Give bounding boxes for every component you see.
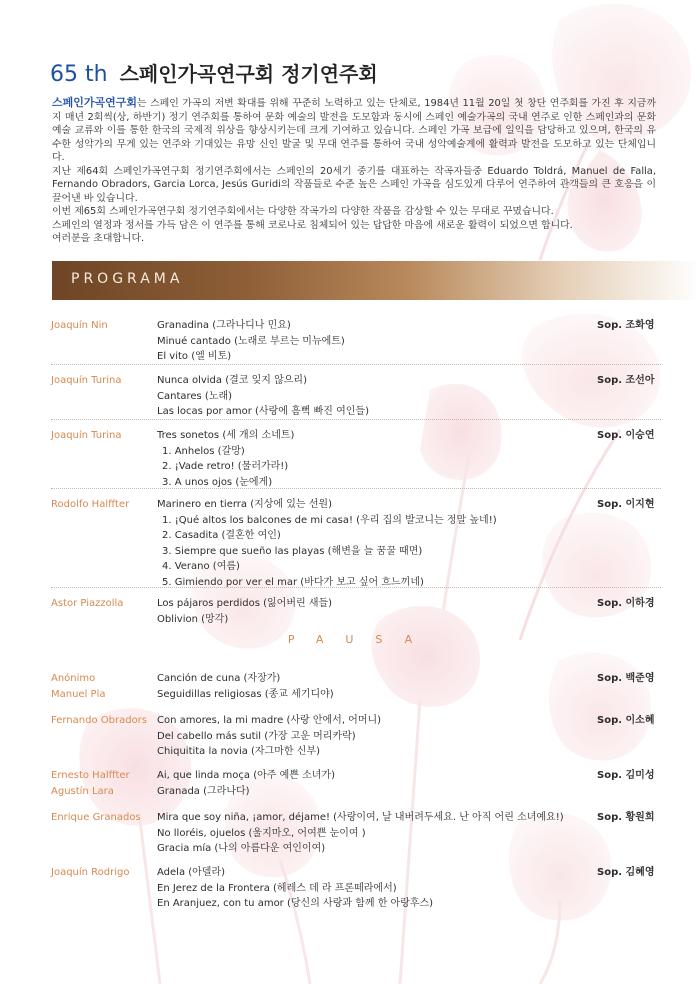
section-divider <box>51 419 661 420</box>
composer-line: Rodolfo Halffter <box>51 499 130 510</box>
works-list <box>157 497 597 590</box>
performer-name: Sop. 이지현 <box>597 499 655 510</box>
work-title: 1. ¡Qué altos los balcones de mi casa! (우리 집의 발코니는 정말 높네!) <box>162 514 497 526</box>
edition-number: 65 th <box>50 62 108 87</box>
section-divider <box>51 587 661 588</box>
section-divider <box>51 364 661 365</box>
work-title: Mira que soy niña, ¡amor, déjame! (사랑이여, 날 내버려두세요. 난 아직 어린 소녀예요!) <box>157 812 564 823</box>
programa-heading: PROGRAMA <box>71 271 184 287</box>
intro-paragraph-1: 는 스페인 가곡의 저변 확대를 위해 꾸준히 노력하고 있는 단체로, 1984년 11월 20일 첫 창단 연주회를 가진 후 지금까지 매년 2회씩(상, 하반기) 정기 연주회를 통하여 문화 예술의 발전을 도모함과 동시에 스페인 예술가곡의 국내 연주로 인한 스페인과의 문화 예술 교류와 이를 통한 한국의 국제적 위상을 향상시키는데 크게 기여하고 있습니다. 스페인 가곡 보급에 일익을 담당하고 있으며, 한국의 유수한 성악가의 무게 있는 연주와 기대있는 유망 신인 발굴 및 무대 연주를 통하여 국내 성악예술계에 활력과 발전을 도모하고 있는 단체입니다. <box>52 98 656 164</box>
intro-paragraph-4: 스페인의 열정과 정서를 가득 담은 이 연주를 통해 코로나로 침체되어 있는 답답한 마음에 새로운 활력이 되었으면 합니다. <box>52 219 573 231</box>
works-list <box>157 318 597 365</box>
work-title: Tres sonetos (세 개의 소네트) <box>157 430 295 441</box>
performer-name: Sop. 조화영 <box>597 320 655 331</box>
intro-paragraph-3: 이번 제65회 스페인가곡연구회 정기연주회에서는 다양한 작곡가의 다양한 작품을 감상할 수 있는 무대로 꾸몄습니다. <box>52 206 554 218</box>
performer-name: Sop. 백준영 <box>597 673 655 684</box>
work-title: 1. Anhelos (갈망) <box>162 445 245 457</box>
intro-paragraph-5: 여러분을 초대합니다. <box>52 233 145 245</box>
composer-line: Anónimo <box>51 673 96 684</box>
work-title: Granada (그라나다) <box>157 785 250 797</box>
works-list <box>157 373 597 420</box>
concert-title: 스페인가곡연구회 정기연주회 <box>119 62 378 86</box>
work-title: En Jerez de la Frontera (헤레스 데 라 프론떼라에서) <box>157 882 397 894</box>
composer-line: Manuel Pla <box>51 688 106 700</box>
work-title: Cantares (노래) <box>157 390 233 402</box>
composer-line: Joaquín Rodrigo <box>51 867 130 878</box>
work-title: Del cabello más sutil (가장 고운 머리카락) <box>157 730 356 742</box>
composer-name <box>51 713 159 729</box>
composer-line: Joaquín Nin <box>51 320 108 331</box>
work-title: Canción de cuna (자장가) <box>157 673 281 684</box>
work-title: 2. Casadita (결혼한 여인) <box>162 530 281 541</box>
performer-name: Sop. 조선아 <box>597 375 655 386</box>
programa-banner <box>52 261 700 300</box>
work-title: 2. ¡Vade retro! (물러가라!) <box>162 461 289 472</box>
work-title: Seguidillas religiosas (종교 세기디야) <box>157 688 334 700</box>
composer-name <box>51 768 159 799</box>
work-title: Ai, que linda moça (아주 예쁜 소녀가) <box>157 770 335 781</box>
work-title: Con amores, la mi madre (사랑 안에서, 어머니) <box>157 715 382 726</box>
composer-name <box>51 373 159 389</box>
composer-line: Enrique Granados <box>51 812 141 823</box>
work-title: El vito (엘 비토) <box>157 351 232 362</box>
work-title: Las locas por amor (사랑에 흠뻑 빠진 여인들) <box>157 406 369 417</box>
works-list <box>157 428 597 490</box>
page-title <box>50 58 378 87</box>
composer-name <box>51 671 159 702</box>
works-list <box>157 768 597 799</box>
performer-name: Sop. 이소혜 <box>597 715 655 726</box>
intro-text <box>52 96 656 246</box>
work-title: Gracia mía (나의 아름다운 여인이여) <box>157 843 326 854</box>
composer-line: Joaquín Turina <box>51 375 122 386</box>
works-list <box>157 596 597 627</box>
organization-name: 스페인가곡연구회 <box>52 96 138 109</box>
work-title: Minué cantado (노래로 부르는 미뉴에트) <box>157 335 345 347</box>
work-title: No lloréis, ojuelos (울지마오, 어여쁜 눈이여 ) <box>157 827 366 839</box>
performer-name: Sop. 황원희 <box>597 812 655 823</box>
works-list <box>157 713 597 760</box>
performer-name: Sop. 이하경 <box>597 598 655 609</box>
composer-name <box>51 596 159 612</box>
work-title: Oblivion (망각) <box>157 613 229 625</box>
composer-name <box>51 318 159 334</box>
pausa-intermission: PAUSA <box>287 633 435 646</box>
work-title: Chiquitita la novia (자그마한 신부) <box>157 746 320 757</box>
work-title: Marinero en tierra (지상에 있는 선원) <box>157 499 332 510</box>
works-list <box>157 810 597 857</box>
composer-name <box>51 810 159 826</box>
composer-line: Astor Piazzolla <box>51 598 124 609</box>
composer-line: Joaquín Turina <box>51 430 122 441</box>
performer-name: Sop. 이승연 <box>597 430 655 441</box>
intro-paragraph-2: 지난 제64회 스페인가곡연구회 정기연주회에서는 스페인의 20세기 중기를 대표하는 작곡자들중 Eduardo Toldrá, Manuel de Falla, Fernando Obradors, Garcia Lorca, Jesús Guridi의 작품들로 수준 높은 스페인 가곡을 심도있게 다루어 연주하여 관객들의 큰 호응을 이끌어낸 바 있습니다. <box>52 165 656 204</box>
work-title: Adela (아델라) <box>157 867 226 878</box>
work-title: En Aranjuez, con tu amor (당신의 사랑과 함께 한 아랑후스) <box>157 898 434 909</box>
work-title: Nunca olvida (결코 잊지 않으리) <box>157 375 307 386</box>
performer-name: Sop. 김혜영 <box>597 867 655 878</box>
composer-line: Agustín Lara <box>51 785 114 797</box>
composer-name <box>51 865 159 881</box>
work-title: 3. A unos ojos (눈에게) <box>162 476 273 488</box>
works-list <box>157 671 597 702</box>
performer-name: Sop. 김미성 <box>597 770 655 781</box>
composer-name <box>51 428 159 444</box>
work-title: Los pájaros perdidos (잃어버린 새들) <box>157 598 333 609</box>
work-title: 3. Siempre que sueño las playas (해변을 늘 꿈꿀 때면) <box>162 545 423 557</box>
work-title: 4. Verano (여름) <box>162 561 240 572</box>
section-divider <box>51 488 661 489</box>
work-title: 5. Gimiendo por ver el mar (바다가 보고 싶어 흐느끼네) <box>162 576 424 588</box>
works-list <box>157 865 597 912</box>
composer-name <box>51 497 159 513</box>
work-title: Granadina (그라나디나 민요) <box>157 320 291 331</box>
composer-line: Fernando Obradors <box>51 715 147 726</box>
composer-line: Ernesto Halffter <box>51 770 130 781</box>
